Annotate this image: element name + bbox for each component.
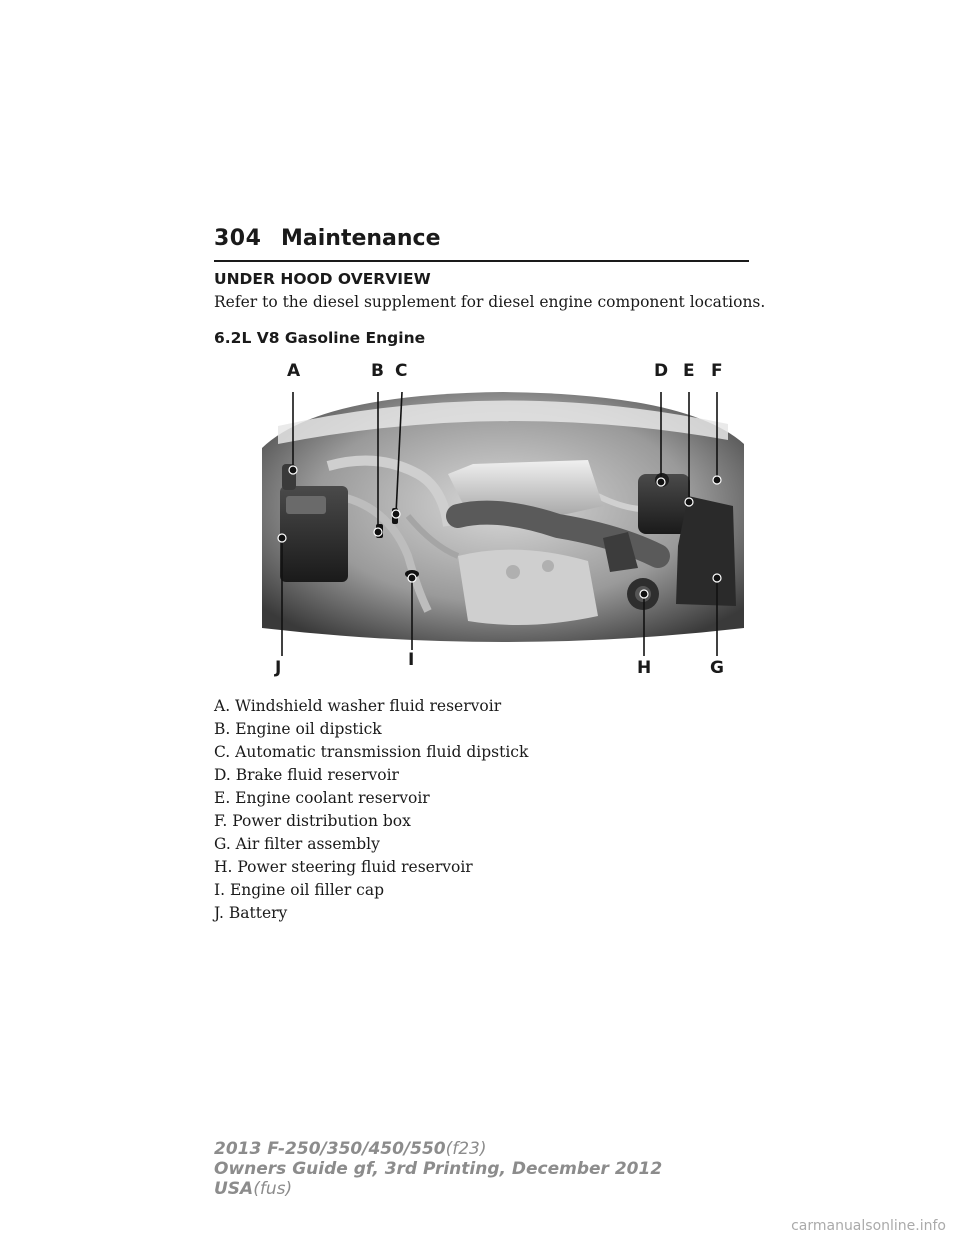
figure-label-e: E <box>683 361 695 381</box>
callout-dot-g <box>713 574 721 582</box>
watermark: carmanualsonline.info <box>791 1218 946 1234</box>
footer-line-edition: Owners Guide gf, 3rd Printing, December 2012 <box>214 1159 663 1179</box>
intro-paragraph: Refer to the diesel supplement for diesel engine component locations. <box>214 293 766 311</box>
legend-item-a: A. Windshield washer fluid reservoir <box>214 697 502 715</box>
callout-dot-a <box>289 466 297 474</box>
callout-dot-b <box>374 528 382 536</box>
footer-model-code: (f23) <box>445 1139 487 1159</box>
figure-label-i: I <box>408 650 415 670</box>
engine-subheading: 6.2L V8 Gasoline Engine <box>214 329 426 347</box>
footer-line-region <box>214 1179 662 1199</box>
legend-item-g: G. Air filter assembly <box>214 835 380 853</box>
callout-dot-c <box>392 510 400 518</box>
figure-label-h: H <box>637 658 652 678</box>
footer-line-model <box>214 1139 662 1159</box>
callout-dot-i <box>408 574 416 582</box>
figure-label-a: A <box>287 361 301 381</box>
legend-item-h: H. Power steering fluid reservoir <box>214 858 473 876</box>
legend-item-b: B. Engine oil dipstick <box>214 720 382 738</box>
figure-label-f: F <box>711 361 723 381</box>
section-title: Maintenance <box>281 226 441 251</box>
callout-dot-h <box>640 590 648 598</box>
figure-label-g: G <box>710 658 724 678</box>
callout-dot-d <box>657 478 665 486</box>
figure-label-j: J <box>275 658 282 678</box>
header-rule <box>214 260 749 262</box>
legend-item-e: E. Engine coolant reservoir <box>214 789 430 807</box>
page-number: 304 <box>214 226 262 251</box>
figure-label-b: B <box>371 361 384 381</box>
callout-dot-f <box>713 476 721 484</box>
callout-dot-j <box>278 534 286 542</box>
component-legend <box>214 695 528 925</box>
figure-label-d: D <box>654 361 669 381</box>
footer-region-code: (fus) <box>253 1179 293 1199</box>
footer-model: 2013 F-250/350/450/550 <box>214 1139 446 1159</box>
callout-dot-e <box>685 498 693 506</box>
footer-region: USA <box>214 1179 254 1199</box>
section-heading: UNDER HOOD OVERVIEW <box>214 270 431 288</box>
legend-item-d: D. Brake fluid reservoir <box>214 766 399 784</box>
legend-item-j: J. Battery <box>214 904 288 922</box>
figure-label-c: C <box>395 361 408 381</box>
engine-bay-figure <box>258 356 748 686</box>
document-footer <box>214 1139 662 1199</box>
legend-item-c: C. Automatic transmission fluid dipstick <box>214 743 529 761</box>
legend-item-i: I. Engine oil filler cap <box>214 881 385 899</box>
engine-bay-illustration <box>258 356 748 686</box>
legend-item-f: F. Power distribution box <box>214 812 411 830</box>
